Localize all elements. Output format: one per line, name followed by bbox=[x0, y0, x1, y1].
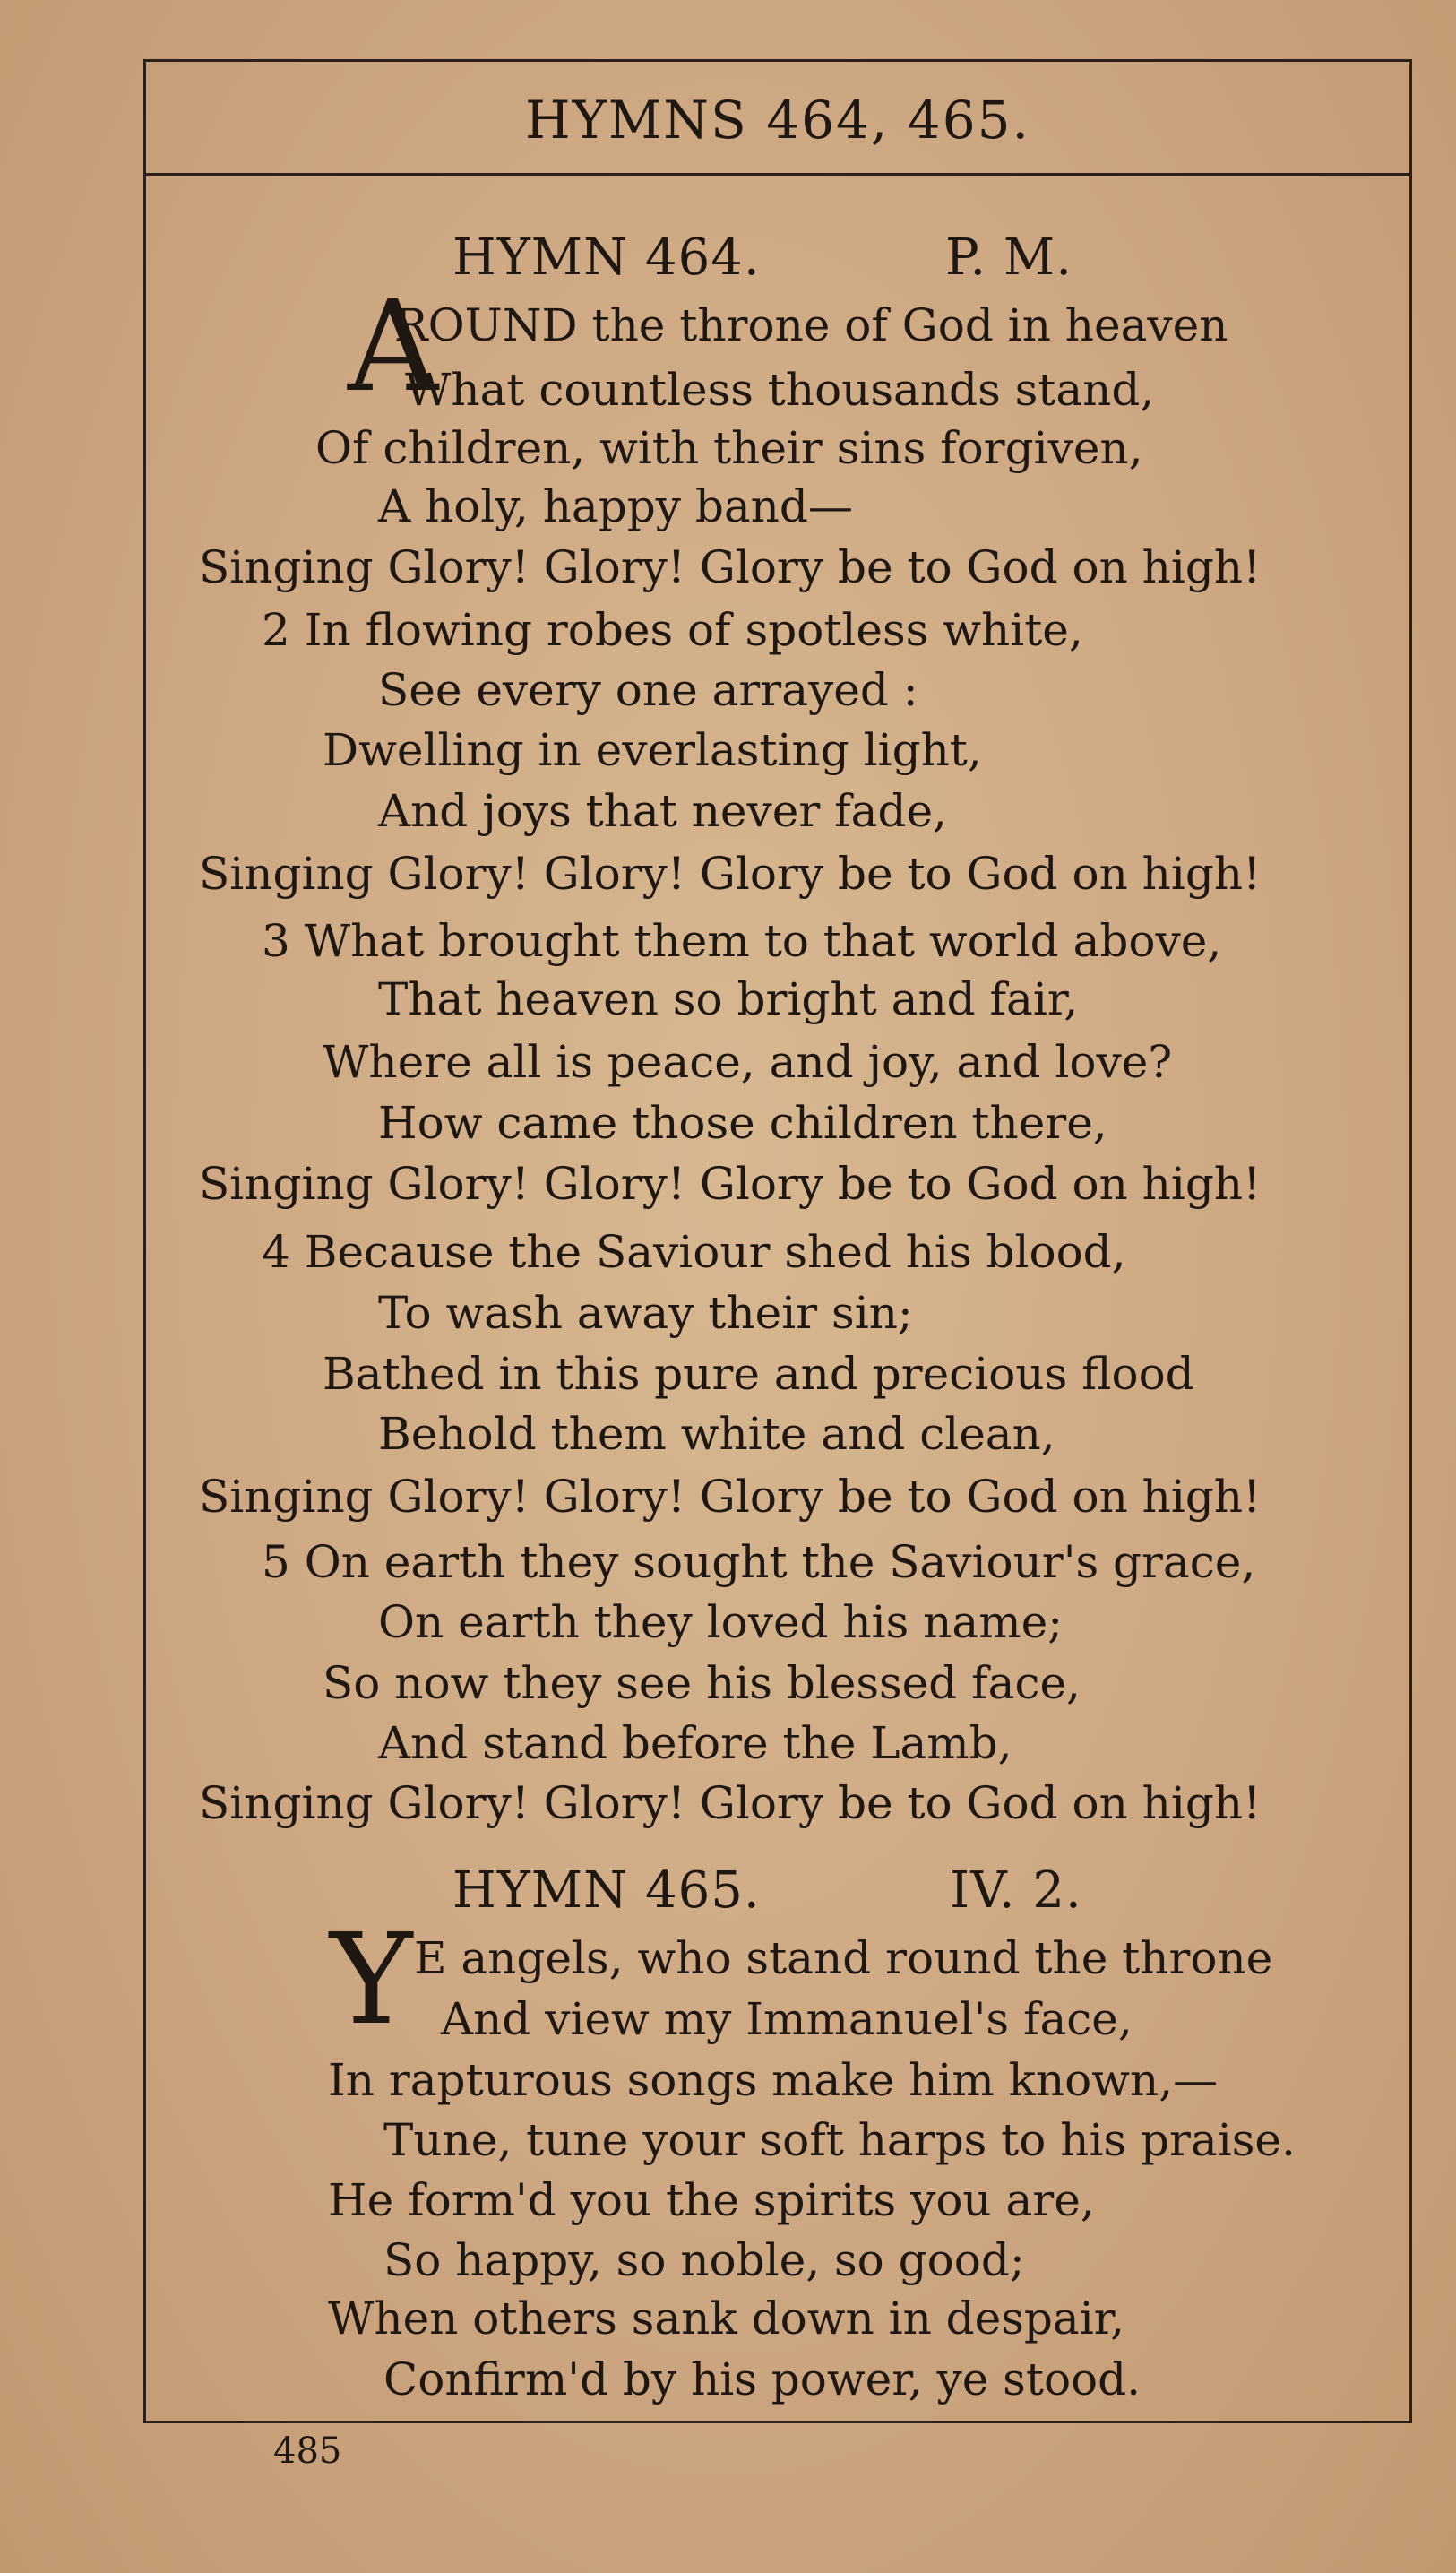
refrain-line: Singing Glory! Glory! Glory be to God on high! bbox=[199, 1158, 1262, 1210]
verse-line: And stand before the Lamb, bbox=[378, 1717, 1012, 1769]
page-number: 485 bbox=[273, 2431, 342, 2472]
verse-line: Of children, with their sins forgiven, bbox=[315, 422, 1143, 474]
verse-line: Behold them white and clean, bbox=[378, 1408, 1055, 1460]
hymn-465-number: HYMN 465. bbox=[452, 1861, 761, 1920]
verse-line: To wash away their sin; bbox=[378, 1287, 913, 1339]
verse-line: A holy, happy band— bbox=[378, 480, 853, 532]
verse-line: 2 In flowing robes of spotless white, bbox=[262, 604, 1083, 656]
verse-line: And view my Immanuel's face, bbox=[441, 1993, 1133, 2045]
verse-line: So happy, so noble, so good; bbox=[383, 2234, 1025, 2286]
verse-line: See every one arrayed : bbox=[378, 664, 918, 716]
verse-line: 4 Because the Saviour shed his blood, bbox=[262, 1226, 1126, 1278]
verse-line: He form'd you the spirits you are, bbox=[328, 2174, 1095, 2226]
verse-line: On earth they loved his name; bbox=[378, 1596, 1064, 1648]
refrain-line: Singing Glory! Glory! Glory be to God on high! bbox=[199, 1777, 1262, 1829]
header-rule bbox=[143, 173, 1412, 176]
refrain-line: Singing Glory! Glory! Glory be to God on high! bbox=[199, 541, 1262, 593]
verse-line: In rapturous songs make him known,— bbox=[328, 2054, 1219, 2106]
hymn-465-first-line: E angels, who stand round the throne bbox=[414, 1932, 1273, 1984]
running-head: HYMNS 464, 465. bbox=[525, 90, 1030, 151]
verse-line: Dwelling in everlasting light, bbox=[323, 724, 982, 776]
verse-line: When others sank down in despair, bbox=[328, 2292, 1125, 2344]
verse-line: Where all is peace, and joy, and love? bbox=[323, 1036, 1173, 1088]
hymn-464-number: HYMN 464. bbox=[452, 229, 761, 287]
hymn-465-meter: IV. 2. bbox=[950, 1861, 1082, 1920]
refrain-line: Singing Glory! Glory! Glory be to God on high! bbox=[199, 848, 1262, 900]
verse-line: So now they see his blessed face, bbox=[323, 1657, 1081, 1709]
hymn-464-meter: P. M. bbox=[945, 229, 1073, 287]
hymn-464-dropcap: A bbox=[348, 274, 439, 420]
verse-line: And joys that never fade, bbox=[378, 785, 947, 837]
verse-line: 3 What brought them to that world above, bbox=[262, 915, 1222, 967]
verse-line: Bathed in this pure and precious flood bbox=[323, 1348, 1194, 1400]
verse-line: What countless thousands stand, bbox=[405, 364, 1155, 416]
verse-line: Confirm'd by his power, ye stood. bbox=[383, 2353, 1142, 2405]
verse-line: That heaven so bright and fair, bbox=[378, 973, 1079, 1025]
verse-line: Tune, tune your soft harps to his praise. bbox=[383, 2114, 1296, 2166]
verse-line: How came those children there, bbox=[378, 1097, 1107, 1149]
verse-line: 5 On earth they sought the Saviour's grace, bbox=[262, 1536, 1256, 1588]
hymn-465-dropcap: Y bbox=[330, 1907, 413, 2053]
hymn-464-first-line: ROUND the throne of God in heaven bbox=[394, 299, 1228, 351]
refrain-line: Singing Glory! Glory! Glory be to God on high! bbox=[199, 1471, 1262, 1523]
